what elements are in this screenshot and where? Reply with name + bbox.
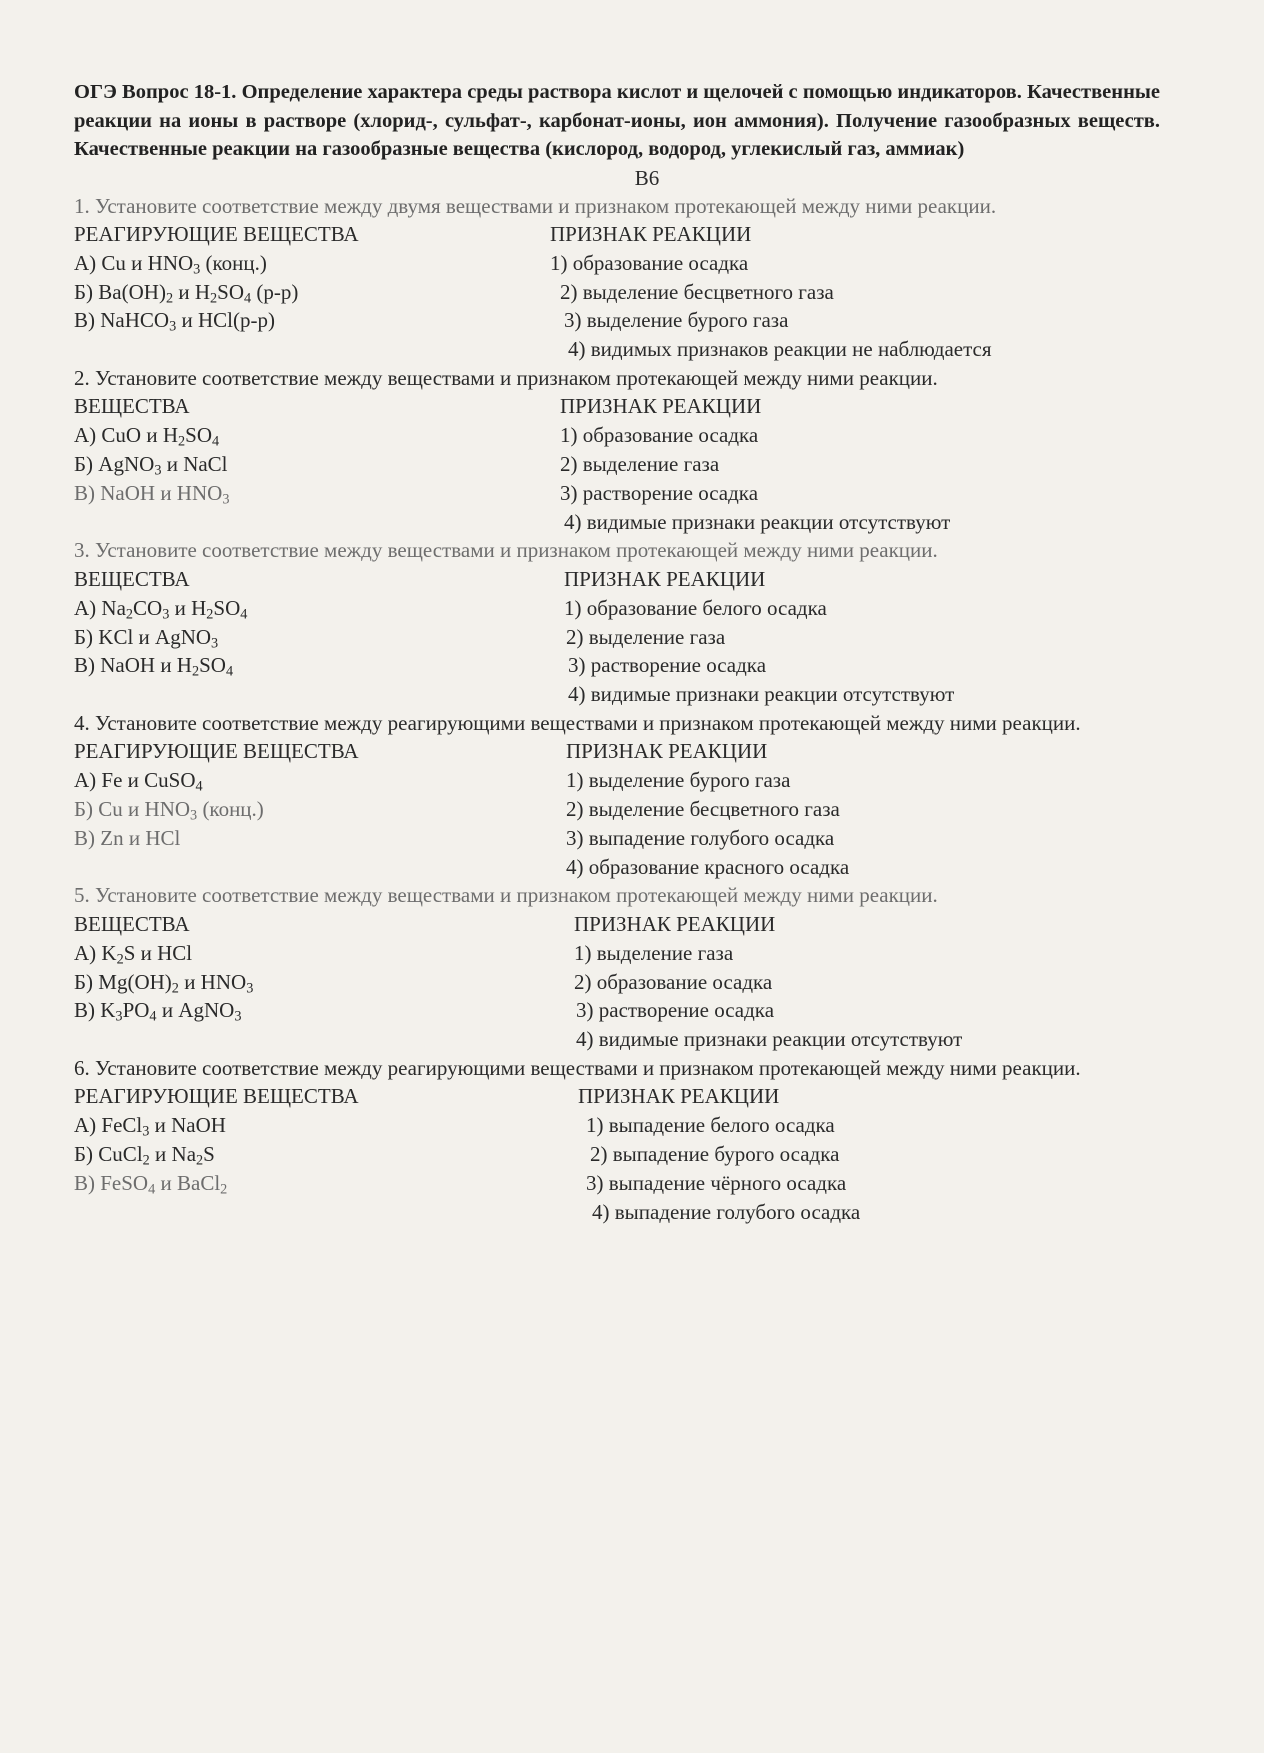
reaction-sign-option: 1) образование осадка <box>550 250 749 275</box>
question-5 <box>74 881 1160 1053</box>
answer-row <box>74 278 1160 307</box>
right-column-header: ПРИЗНАК РЕАКЦИИ <box>566 739 768 764</box>
left-column-header: ВЕЩЕСТВА <box>74 911 190 936</box>
answer-row <box>74 996 1160 1025</box>
left-column-header: РЕАГИРУЮЩИЕ ВЕЩЕСТВА <box>74 222 359 246</box>
answer-row <box>74 623 1160 652</box>
reactants-item: В) $K_3PO_4$ и AgNO$_3$ <box>74 998 242 1025</box>
reactants-item: В) NaHCO$_3$ и HCl(р-р) <box>74 308 275 335</box>
answer-row <box>74 1198 1160 1227</box>
reaction-sign-option: 4) выпадение голубого осадка <box>592 1199 861 1224</box>
left-column-header: ВЕЩЕСТВА <box>74 566 190 591</box>
reaction-sign-option: 2) выделение газа <box>566 624 726 649</box>
question-6 <box>74 1054 1160 1226</box>
reactants-item: А) $K_2S$ и HCl <box>74 940 193 968</box>
answer-row <box>74 249 1160 278</box>
reactants-item: А) CuO и $H_2SO_4$ <box>74 423 220 450</box>
reactants-item: Б) KCl и AgNO$_3$ <box>74 624 219 652</box>
reactants-item: Б) AgNO$_3$ и NaCl <box>74 452 228 479</box>
reaction-sign-option: 3) выделение бурого газа <box>564 308 789 333</box>
answer-row <box>74 651 1160 680</box>
answer-row <box>74 1169 1160 1198</box>
answer-row <box>74 680 1160 709</box>
reactants-item: В) NaOH и $HNO_3$ <box>74 480 230 508</box>
right-column-header: ПРИЗНАК РЕАКЦИИ <box>574 911 776 936</box>
reaction-sign-option: 1) выделение бурого газа <box>566 768 791 793</box>
left-column-header: ВЕЩЕСТВА <box>74 394 190 419</box>
question-2 <box>74 364 1160 536</box>
reaction-sign-option: 4) видимые признаки реакции отсутствуют <box>568 682 955 707</box>
answer-row <box>74 853 1160 882</box>
reaction-sign-option: 3) растворение осадка <box>576 998 775 1023</box>
reaction-sign-option: 2) выделение бесцветного газа <box>560 279 834 304</box>
answer-row <box>74 939 1160 968</box>
reactants-item: А) Cu и $HNO_3$ (конц.) <box>74 250 267 278</box>
answer-row <box>74 421 1160 450</box>
reactants-item: А) $Na_2CO_3$ и $H_2SO_4$ <box>74 595 248 623</box>
right-column-header: ПРИЗНАК РЕАКЦИИ <box>550 222 752 246</box>
column-headers <box>74 392 1160 421</box>
reactants-item: В) Zn и HCl <box>74 825 181 850</box>
reaction-sign-option: 1) образование осадка <box>560 423 759 448</box>
question-text: 2. Установите соответствие между веществами и признаком протекающей между ними реакции. <box>74 365 938 390</box>
reaction-sign-option: 3) выпадение чёрного осадка <box>586 1170 847 1195</box>
reactants-item: Б) $Mg(OH)_2$ и $HNO_3$ <box>74 969 254 997</box>
answer-row <box>74 335 1160 364</box>
reaction-sign-option: 1) образование белого осадка <box>564 595 827 620</box>
reactants-item: А) FeCl$_3$ и NaOH <box>74 1113 226 1140</box>
reactants-item: В) NaOH и $H_2SO_4$ <box>74 653 234 680</box>
right-column-header: ПРИЗНАК РЕАКЦИИ <box>560 394 762 419</box>
reactants-item: Б) Cu и $HNO_3$ (конц.) <box>74 797 264 824</box>
reactants-item: Б) $Ba(OH)_2$ и $H_2SO_4$ (р-р) <box>74 279 299 307</box>
reaction-sign-option: 4) видимые признаки реакции отсутствуют <box>576 1027 963 1052</box>
right-column-header: ПРИЗНАК РЕАКЦИИ <box>564 566 766 591</box>
column-headers <box>74 565 1160 594</box>
reaction-sign-option: 1) выделение газа <box>574 940 734 965</box>
reaction-sign-option: 4) образование красного осадка <box>566 854 850 879</box>
answer-row <box>74 968 1160 997</box>
reaction-sign-option: 4) видимые признаки реакции отсутствуют <box>564 509 951 534</box>
column-headers <box>74 910 1160 939</box>
answer-row <box>74 766 1160 795</box>
reaction-sign-option: 2) образование осадка <box>574 969 773 994</box>
question-text: 4. Установите соответствие между реагирующими веществами и признаком протекающей между ними реакции. <box>74 710 1081 735</box>
question-list <box>74 192 1160 1227</box>
left-column-header: РЕАГИРУЮЩИЕ ВЕЩЕСТВА <box>74 1084 359 1109</box>
answer-row <box>74 450 1160 479</box>
reactants-item: В) FeSO$_4$ и BaCl$_2$ <box>74 1170 228 1198</box>
answer-row <box>74 824 1160 853</box>
question-text: 5. Установите соответствие между веществами и признаком протекающей между ними реакции. <box>74 883 938 908</box>
column-headers <box>74 737 1160 766</box>
answer-row <box>74 508 1160 537</box>
question-1 <box>74 192 1160 364</box>
answer-row <box>74 795 1160 824</box>
reaction-sign-option: 1) выпадение белого осадка <box>586 1113 835 1138</box>
reaction-sign-option: 2) выделение газа <box>560 452 720 477</box>
answer-row <box>74 306 1160 335</box>
column-headers <box>74 220 1160 249</box>
reaction-sign-option: 3) растворение осадка <box>560 480 759 505</box>
column-headers <box>74 1082 1160 1111</box>
question-3 <box>74 536 1160 708</box>
section-label: В6 <box>634 165 660 190</box>
question-text: 3. Установите соответствие между веществами и признаком протекающей между ними реакции. <box>74 538 938 563</box>
question-text: 1. Установите соответствие между двумя веществами и признаком протекающей между ними реакции. <box>74 193 997 218</box>
reaction-sign-option: 3) растворение осадка <box>568 653 767 678</box>
question-4 <box>74 709 1160 881</box>
reactants-item: А) Fe и CuSO$_4$ <box>74 768 203 795</box>
answer-row <box>74 594 1160 623</box>
left-column-header: РЕАГИРУЮЩИЕ ВЕЩЕСТВА <box>74 739 359 764</box>
document-title: ОГЭ Вопрос 18-1. Определение характера среды раствора кислот и щелочей с помощью индикаторов. Качественные реакции на ионы в растворе (хлорид-, сульфат-, карбонат-ионы, ион аммония). Получение газообразных веществ. Качественные реакции на газообразные вещества (кислород, водород, углекислый газ, аммиак) <box>74 81 1160 160</box>
answer-row <box>74 1111 1160 1140</box>
question-text: 6. Установите соответствие между реагирующими веществами и признаком протекающей между ними реакции. <box>74 1055 1081 1080</box>
reaction-sign-option: 2) выпадение бурого осадка <box>590 1142 840 1167</box>
reaction-sign-option: 3) выпадение голубого осадка <box>566 825 835 850</box>
reactants-item: Б) CuCl$_2$ и $Na_2S$ <box>74 1142 215 1169</box>
answer-row <box>74 1025 1160 1054</box>
reaction-sign-option: 2) выделение бесцветного газа <box>566 797 840 822</box>
reaction-sign-option: 4) видимых признаков реакции не наблюдается <box>568 337 992 362</box>
answer-row <box>74 479 1160 508</box>
right-column-header: ПРИЗНАК РЕАКЦИИ <box>578 1084 780 1109</box>
answer-row <box>74 1140 1160 1169</box>
